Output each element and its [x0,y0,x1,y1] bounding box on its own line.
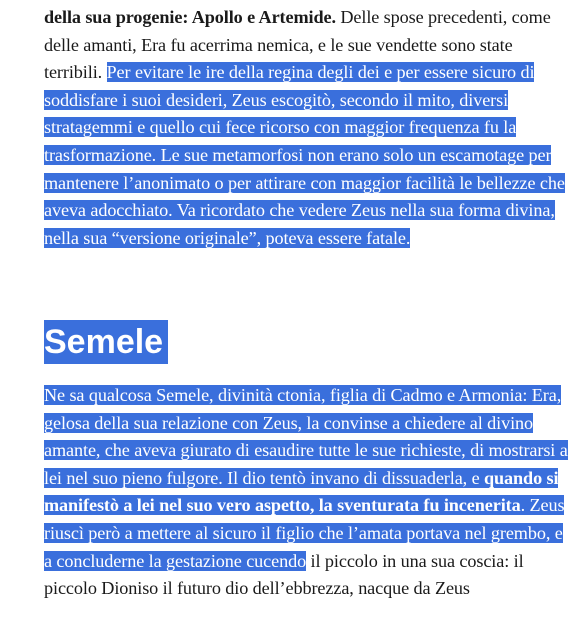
selected-text-end: . Zeus riuscì però a mettere al sicuro il figlio che l’amata portava nel grembo, e a concluderne la gestazione cucendo [44,495,565,571]
bold-intro: della sua progenie: Apollo e Artemide. [44,7,336,27]
plain-text: Delle spose precedenti, come delle amanti, Era fu acerrima nemica, e le sue vendette sono state terribili. [44,7,551,83]
cut-off-text: piccolo Dioniso il futuro dio dell’ebbrezza, nacque da Zeus [44,578,470,599]
selected-text: Ne sa qualcosa Semele, divinità ctonia, figlia di Cadmo e Armonia: Era, gelosa della sua relazione con Zeus, la convinse a chiedere al divino amante, che aveva giurato di esaudire tutte le sue richieste, di mostrarsi a lei nel suo pieno fulgore. Il dio tentò invano di dissuaderla, e [44,385,568,488]
selected-text: Per evitare le ire della regina degli dei e per essere sicuro di soddisfare i suoi desideri, Zeus escogitò, secondo il mito, diversi stratagemmi e quello cui fece ricorso con maggior frequenza fu la trasformazione. Le sue metamorfosi non erano solo un escamotage per mantenere l’anonimato o per attirare con maggior facilità le bellezze che aveva adocchiato. Va ricordato che vedere Zeus nella sua forma divina, nella sua “versione originale”, poteva essere fatale. [44,62,565,248]
plain-text: il piccolo in una sua coscia: il [306,550,524,571]
selected-bold-text: quando si manifestò a lei nel suo vero aspetto, la sventurata fu incenerita [44,467,559,516]
paragraph-zeus-transformations [44,4,574,252]
paragraph-semele [44,382,574,603]
section-heading-semele: Semele [44,320,168,364]
